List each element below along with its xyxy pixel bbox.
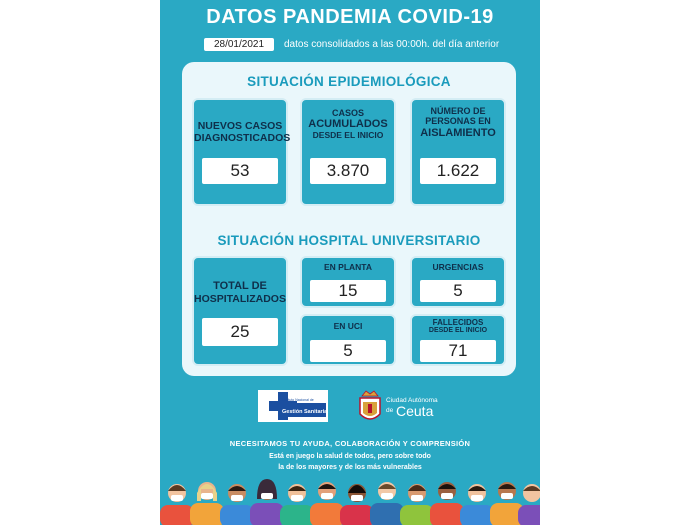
poster-title: DATOS PANDEMIA COVID-19 — [206, 6, 494, 28]
card-en-planta — [300, 256, 396, 308]
card-label — [194, 120, 291, 145]
card-urgencias — [410, 256, 506, 308]
person-7 — [340, 484, 374, 525]
card-label: URGENCIAS — [432, 262, 484, 272]
value-nuevos-casos: 53 — [202, 158, 278, 184]
label-line: HOSPITALIZADOS — [194, 292, 286, 305]
message-line2: Está en juego la salud de todos, pero sobre todo — [269, 453, 431, 460]
card-total-hospitalizados — [192, 256, 288, 366]
ceuta-line2: de — [386, 407, 394, 414]
ingesa-big-text: Gestión Sanitaria — [282, 409, 328, 415]
crowd-illustration — [160, 475, 540, 525]
label-line: NUEVOS CASOS — [197, 120, 283, 132]
covid-poster — [160, 0, 540, 525]
card-nuevos-casos — [192, 98, 291, 206]
epi-section-title: SITUACIÓN EPIDEMIOLÓGICA — [247, 74, 451, 89]
person-4 — [250, 479, 284, 525]
label-line: ACUMULADOS — [308, 118, 388, 131]
card-label — [412, 106, 504, 139]
card-label: EN PLANTA — [323, 262, 372, 272]
person-3 — [220, 484, 254, 525]
card-label — [302, 108, 394, 141]
person-1 — [160, 484, 194, 525]
label-line: PERSONAS EN — [425, 116, 491, 127]
message-headline: NECESITAMOS TU AYUDA, COLABORACIÓN Y COMPRENSIÓN — [229, 439, 471, 448]
ceuta-line1: Ciudad Autónoma — [386, 397, 438, 404]
person-9 — [400, 484, 434, 525]
label-line: DESDE EL INICIO — [312, 129, 384, 140]
label-line: CASOS — [331, 108, 364, 118]
person-5 — [280, 484, 314, 525]
ceuta-logo — [356, 388, 466, 428]
value-en-planta: 15 — [310, 280, 386, 302]
label-line: FALLECIDOS — [432, 318, 484, 327]
date-note: datos consolidados a las 00:00h. del día anterior — [284, 39, 500, 50]
label-line: DIAGNOSTICADOS — [194, 132, 291, 145]
card-label: EN UCI — [333, 321, 363, 331]
card-fallecidos — [410, 314, 506, 366]
hosp-section-title: SITUACIÓN HOSPITAL UNIVERSITARIO — [217, 233, 481, 248]
label-line: TOTAL DE — [213, 280, 267, 292]
ingesa-logo — [258, 390, 328, 422]
person-8 — [370, 482, 404, 525]
value-casos-acumulados: 3.870 — [310, 158, 386, 184]
value-aislamiento: 1.622 — [420, 158, 496, 184]
person-2 — [190, 482, 224, 525]
card-aislamiento — [410, 98, 506, 206]
value-total-hospitalizados: 25 — [202, 318, 278, 346]
card-en-uci — [300, 314, 396, 366]
value-fallecidos: 71 — [420, 340, 496, 362]
value-urgencias: 5 — [420, 280, 496, 302]
value-en-uci: 5 — [310, 340, 386, 362]
label-line: AISLAMIENTO — [420, 126, 496, 139]
data-panel — [182, 62, 516, 376]
date-badge: 28/01/2021 — [204, 38, 274, 51]
card-casos-acumulados — [300, 98, 396, 206]
person-6 — [310, 482, 344, 525]
ceuta-line3: Ceuta — [396, 403, 434, 419]
card-label — [194, 280, 286, 305]
person-13 — [518, 484, 540, 525]
label-line: NÚMERO DE — [430, 106, 486, 116]
message-line3: la de los mayores y de los más vulnerables — [278, 464, 422, 471]
person-10 — [430, 482, 464, 525]
card-label — [412, 319, 504, 335]
logos-row — [160, 388, 540, 432]
person-11 — [460, 484, 494, 525]
label-line: DESDE EL INICIO — [428, 327, 488, 335]
ingesa-small-text: Instituto Nacional de — [282, 398, 314, 402]
